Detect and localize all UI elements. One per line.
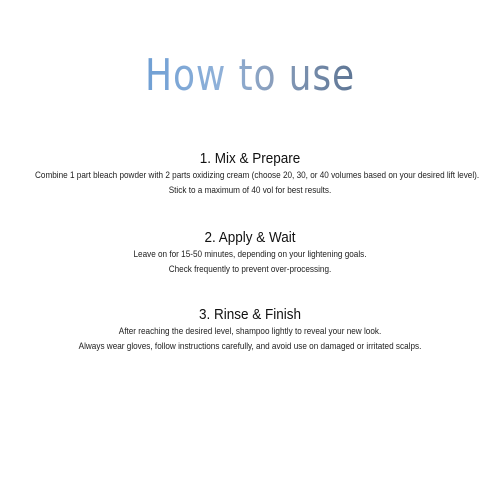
page-title <box>0 48 500 104</box>
page-title-text: How to use <box>145 48 355 104</box>
step-mix-prepare <box>0 150 500 198</box>
step-text-line: Leave on for 15-50 minutes, depending on your lightening goals. <box>133 249 367 260</box>
step-heading: 3. Rinse & Finish <box>198 306 302 323</box>
step-apply-wait <box>0 229 500 277</box>
step-text-line: Stick to a maximum of 40 vol for best results. <box>168 185 332 196</box>
step-heading: 1. Mix & Prepare <box>199 150 301 167</box>
step-text-line: Combine 1 part bleach powder with 2 parts oxidizing cream (choose 20, 30, or 40 volumes based on your desired lift level). <box>35 170 480 181</box>
step-heading: 2. Apply & Wait <box>204 229 296 246</box>
step-text-line: After reaching the desired level, shampoo lightly to reveal your new look. <box>118 326 382 337</box>
step-text-line: Always wear gloves, follow instructions carefully, and avoid use on damaged or irritated scalps. <box>78 341 422 352</box>
step-text-line: Check frequently to prevent over-processing. <box>168 264 332 275</box>
step-rinse-finish <box>0 306 500 354</box>
